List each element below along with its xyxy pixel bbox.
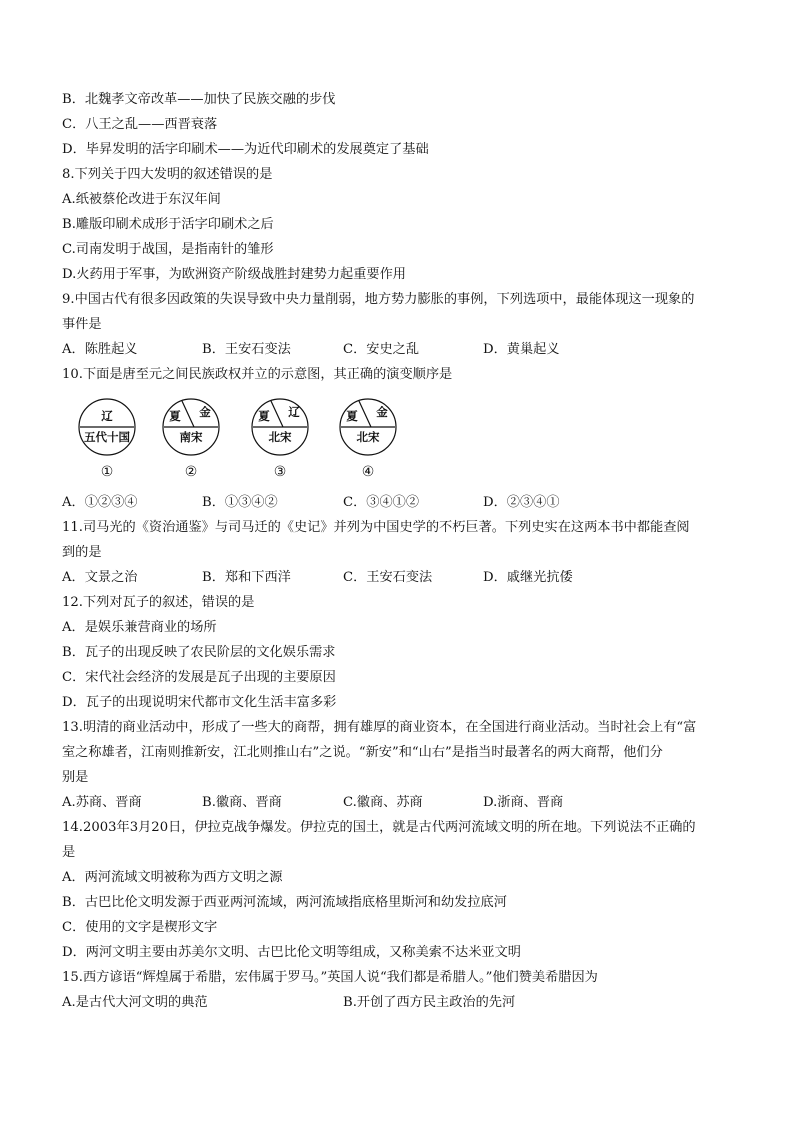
q7-option-c: C．八王之乱——西晋衰落 bbox=[62, 117, 218, 132]
q10-c2-bottom: 南宋 bbox=[179, 430, 203, 444]
q9-options bbox=[62, 341, 742, 359]
q10-option-c: C．③④①② bbox=[343, 495, 420, 510]
q14-option-a: A．两河流域文明被称为西方文明之源 bbox=[62, 870, 283, 885]
q8-option-d: D.火药用于军事，为欧洲资产阶级战胜封建势力起重要作用 bbox=[62, 267, 406, 282]
q8-stem: 8.下列关于四大发明的叙述错误的是 bbox=[62, 167, 273, 182]
q8-option-c: C.司南发明于战国，是指南针的雏形 bbox=[62, 242, 274, 257]
q14-stem-line1: 14.2003年3月20日，伊拉克战争爆发。伊拉克的国土，就是古代两河流域文明的所在地。下列说法不正确的 bbox=[62, 820, 696, 835]
q15-options bbox=[62, 994, 742, 1012]
q11-option-c: C．王安石变法 bbox=[343, 570, 433, 585]
q10-circle-4 bbox=[340, 399, 396, 480]
q10-c4-number: ④ bbox=[361, 464, 375, 480]
q11-option-b: B．郑和下西洋 bbox=[202, 570, 291, 585]
q12-option-b: B．瓦子的出现反映了农民阶层的文化娱乐需求 bbox=[62, 645, 336, 660]
q10-circle-3 bbox=[252, 399, 308, 480]
q10-c3-top-left: 夏 bbox=[258, 409, 270, 423]
q9-stem-line2: 事件是 bbox=[62, 317, 102, 332]
q12-option-c: C．宋代社会经济的发展是瓦子出现的主要原因 bbox=[62, 670, 336, 685]
q13-option-b: B.徽商、晋商 bbox=[202, 795, 282, 810]
q10-c3-bottom: 北宋 bbox=[268, 430, 292, 444]
q10-c2-number: ② bbox=[184, 464, 198, 480]
q7-option-b: B．北魏孝文帝改革——加快了民族交融的步伐 bbox=[62, 92, 336, 107]
q10-c1-top: 辽 bbox=[101, 409, 113, 423]
q10-option-d: D．②③④① bbox=[483, 495, 560, 510]
q14-option-b: B．古巴比伦文明发源于西亚两河流域，两河流域指底格里斯河和幼发拉底河 bbox=[62, 895, 507, 910]
q7-option-d: D．毕昇发明的活字印刷术——为近代印刷术的发展奠定了基础 bbox=[62, 142, 429, 157]
q10-stem: 10.下面是唐至元之间民族政权并立的示意图，其正确的演变顺序是 bbox=[62, 367, 453, 382]
q14-stem-line2: 是 bbox=[62, 845, 76, 860]
q14-option-d: D．两河文明主要由苏美尔文明、古巴比伦文明等组成，又称美索不达米亚文明 bbox=[62, 945, 521, 960]
q10-c3-top-right: 辽 bbox=[288, 405, 300, 419]
q13-stem-line3: 别是 bbox=[62, 770, 89, 785]
q8-option-a: A.纸被蔡伦改进于东汉年间 bbox=[62, 192, 221, 207]
q10-circle-2 bbox=[163, 399, 219, 480]
q9-stem-line1: 9.中国古代有很多因政策的失误导致中央力量削弱，地方势力膨胀的事例，下列选项中，最能体现这一现象的 bbox=[62, 292, 695, 307]
q10-c1-bottom: 五代十国 bbox=[84, 430, 130, 444]
q13-options bbox=[62, 794, 742, 812]
q10-regime-diagram bbox=[70, 396, 430, 484]
q13-option-a: A.苏商、晋商 bbox=[62, 795, 142, 810]
q11-option-d: D．戚继光抗倭 bbox=[483, 570, 573, 585]
q8-option-b: B.雕版印刷术成形于活字印刷术之后 bbox=[62, 217, 274, 232]
q11-stem-line1: 11.司马光的《资治通鉴》与司马迁的《史记》并列为中国史学的不朽巨著。下列史实在这两本书中都能查阅 bbox=[62, 520, 690, 535]
q9-option-c: C．安史之乱 bbox=[343, 342, 420, 357]
q13-stem-line2: 室之称雄者，江南则推新安，江北则推山右”之说。“新安”和“山右”是指当时最著名的两大商帮，他们分 bbox=[62, 745, 663, 760]
q15-option-a: A.是古代大河文明的典范 bbox=[62, 995, 208, 1010]
q10-options bbox=[62, 494, 742, 512]
q10-option-b: B．①③④② bbox=[202, 495, 278, 510]
q10-c3-number: ③ bbox=[273, 464, 287, 480]
q12-option-d: D．瓦子的出现说明宋代都市文化生活丰富多彩 bbox=[62, 695, 337, 710]
q10-circle-1 bbox=[79, 399, 135, 480]
q9-option-d: D．黄巢起义 bbox=[483, 342, 560, 357]
q10-c2-top-right: 金 bbox=[199, 405, 211, 419]
q10-c4-top-left: 夏 bbox=[346, 409, 358, 423]
q10-c4-top-right: 金 bbox=[376, 405, 388, 419]
q9-option-b: B．王安石变法 bbox=[202, 342, 291, 357]
q12-stem: 12.下列对瓦子的叙述，错误的是 bbox=[62, 595, 255, 610]
q15-stem: 15.西方谚语“辉煌属于希腊，宏伟属于罗马。”英国人说“我们都是希腊人。”他们赞美希腊因为 bbox=[62, 970, 598, 985]
q10-c2-top-left: 夏 bbox=[169, 409, 181, 423]
q12-option-a: A．是娱乐兼营商业的场所 bbox=[62, 620, 217, 635]
q11-option-a: A．文景之治 bbox=[62, 570, 138, 585]
q13-stem-line1: 13.明清的商业活动中，形成了一些大的商帮，拥有雄厚的商业资本，在全国进行商业活动。当时社会上有“富 bbox=[62, 720, 697, 735]
q11-options bbox=[62, 569, 742, 587]
q10-option-a: A．①②③④ bbox=[62, 495, 138, 510]
q13-option-d: D.浙商、晋商 bbox=[483, 795, 564, 810]
q13-option-c: C.徽商、苏商 bbox=[343, 795, 423, 810]
q15-option-b: B.开创了西方民主政治的先河 bbox=[343, 995, 516, 1010]
q11-stem-line2: 到的是 bbox=[62, 545, 102, 560]
q14-option-c: C．使用的文字是楔形文字 bbox=[62, 920, 218, 935]
q9-option-a: A．陈胜起义 bbox=[62, 342, 138, 357]
q10-c4-bottom: 北宋 bbox=[356, 430, 380, 444]
q10-c1-number: ① bbox=[100, 464, 114, 480]
